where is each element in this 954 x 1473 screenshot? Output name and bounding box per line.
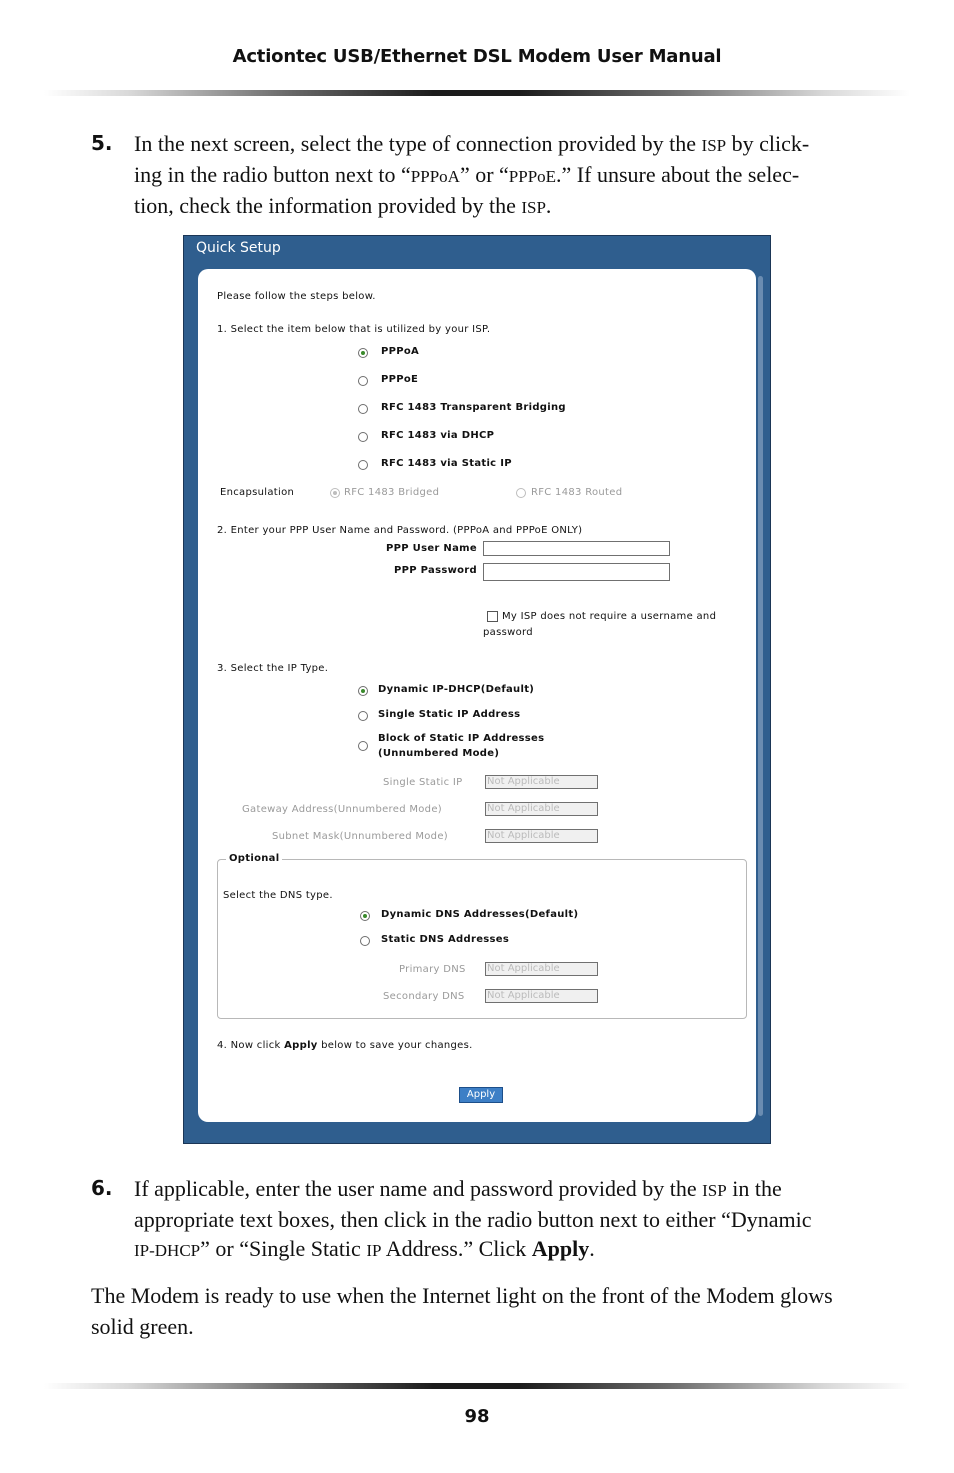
radio-rfc1483-bridging[interactable] — [358, 404, 368, 414]
quick-setup-screenshot — [183, 235, 771, 1144]
subnet-input[interactable]: Not Applicable — [485, 829, 598, 843]
header-rule — [44, 90, 910, 96]
page-header-title: Actiontec USB/Ethernet DSL Modem User Manual — [232, 46, 722, 67]
radio-encap-bridged[interactable] — [330, 488, 340, 498]
radio-dynamic-dns[interactable] — [360, 911, 370, 921]
label-encap-routed: RFC 1483 Routed — [531, 487, 623, 498]
radio-single-static-ip[interactable] — [358, 711, 368, 721]
label-rfc1483-dhcp: RFC 1483 via DHCP — [381, 430, 495, 441]
label-unnumbered-mode: (Unnumbered Mode) — [378, 748, 500, 759]
step-5-text: In the next screen, select the type of connection provided by the ISP by click- ing in the radio button next to “PPPoA” or “PPPoE.” If unsure about the selec- tion, check the information provided by the ISP. — [134, 131, 810, 218]
quick-setup-title: Quick Setup — [196, 240, 281, 256]
apply-button[interactable]: Apply — [459, 1087, 503, 1103]
radio-static-dns[interactable] — [360, 936, 370, 946]
optional-legend: Optional — [226, 853, 282, 864]
panel-scrollbar[interactable] — [758, 276, 763, 1116]
quick-setup-panel — [198, 269, 756, 1122]
radio-rfc1483-dhcp[interactable] — [358, 432, 368, 442]
label-dynamic-ip: Dynamic IP-DHCP(Default) — [378, 684, 535, 695]
step-3-text: 3. Select the IP Type. — [217, 663, 329, 674]
radio-block-static-ip[interactable] — [358, 741, 368, 751]
subnet-label: Subnet Mask(Unnumbered Mode) — [272, 831, 448, 842]
label-static-dns: Static DNS Addresses — [381, 934, 510, 945]
no-username-checkbox[interactable] — [487, 611, 498, 622]
ppp-user-label: PPP User Name — [386, 543, 477, 554]
label-rfc1483-bridging: RFC 1483 Transparent Bridging — [381, 402, 566, 413]
primary-dns-input[interactable]: Not Applicable — [485, 962, 598, 976]
ppp-password-label: PPP Password — [394, 565, 477, 576]
label-dynamic-dns: Dynamic DNS Addresses(Default) — [381, 909, 579, 920]
secondary-dns-input[interactable]: Not Applicable — [485, 989, 598, 1003]
gateway-label: Gateway Address(Unnumbered Mode) — [242, 804, 442, 815]
label-pppoe: PPPoE — [381, 374, 419, 385]
single-static-ip-input[interactable]: Not Applicable — [485, 775, 598, 789]
ppp-user-input[interactable] — [483, 541, 670, 556]
footer-rule — [44, 1383, 910, 1389]
no-username-label-1: My ISP does not require a username and — [502, 611, 717, 622]
page-number: 98 — [464, 1406, 490, 1427]
gateway-input[interactable]: Not Applicable — [485, 802, 598, 816]
encapsulation-label: Encapsulation — [220, 487, 295, 498]
radio-dynamic-ip[interactable] — [358, 686, 368, 696]
no-username-label-2: password — [483, 627, 533, 638]
step-5-number: 5. — [91, 131, 113, 155]
step-2-text: 2. Enter your PPP User Name and Password. (PPPoA and PPPoE ONLY) — [217, 525, 583, 536]
label-pppoa: PPPoA — [381, 346, 420, 357]
label-single-static-ip: Single Static IP Address — [378, 709, 521, 720]
label-encap-bridged: RFC 1483 Bridged — [344, 487, 440, 498]
step-4-text: 4. Now click Apply below to save your changes. — [217, 1040, 473, 1051]
intro-text: Please follow the steps below. — [217, 291, 376, 302]
label-rfc1483-static: RFC 1483 via Static IP — [381, 458, 512, 469]
step-1-text: 1. Select the item below that is utilized by your ISP. — [217, 324, 491, 335]
closing-paragraph: The Modem is ready to use when the Internet light on the front of the Modem glows solid green. — [91, 1283, 833, 1339]
radio-pppoa[interactable] — [358, 348, 368, 358]
radio-rfc1483-static[interactable] — [358, 460, 368, 470]
primary-dns-label: Primary DNS — [399, 964, 466, 975]
ppp-password-input[interactable] — [483, 563, 670, 581]
single-static-ip-label: Single Static IP — [383, 777, 463, 788]
dns-intro-text: Select the DNS type. — [223, 890, 333, 901]
step-6-text: If applicable, enter the user name and password provided by the ISP in the appropriate text boxes, then click in the radio button next to either “Dynamic IP-DHCP” or “Single Static IP Address.” Click Apply. — [134, 1176, 812, 1261]
radio-encap-routed[interactable] — [516, 488, 526, 498]
secondary-dns-label: Secondary DNS — [383, 991, 465, 1002]
label-block-static-ip: Block of Static IP Addresses — [378, 733, 545, 744]
radio-pppoe[interactable] — [358, 376, 368, 386]
step-6-number: 6. — [91, 1176, 113, 1200]
